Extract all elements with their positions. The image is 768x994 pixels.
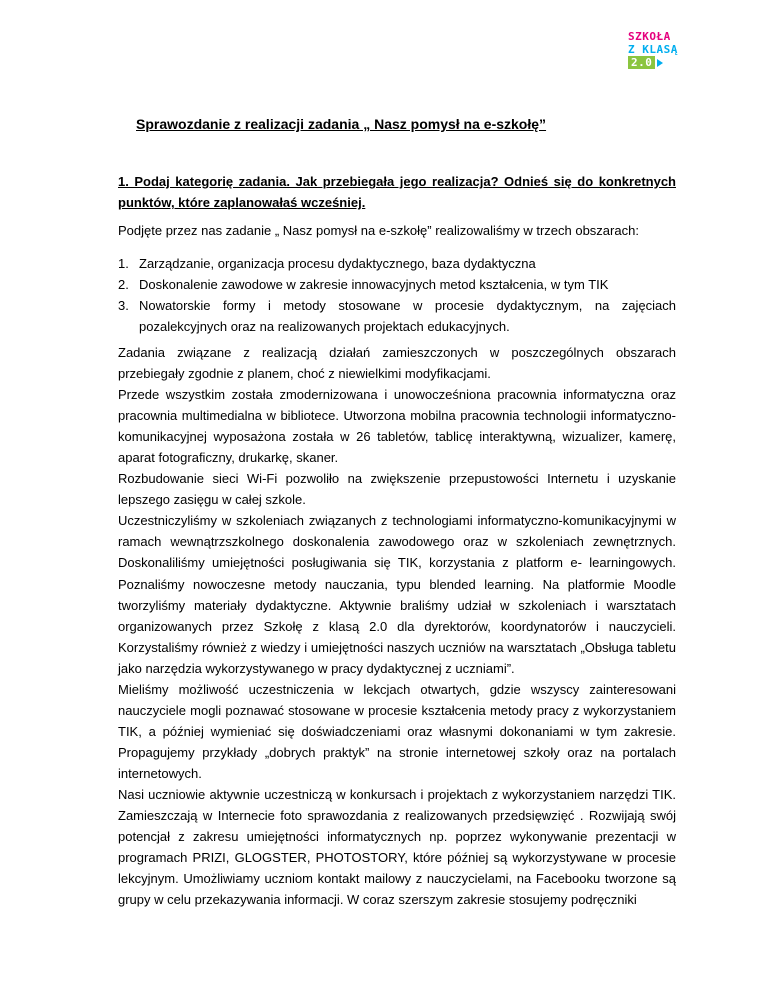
list-item-text: Zarządzanie, organizacja procesu dydaktycznego, baza dydaktyczna [139, 256, 536, 271]
body-paragraph: Mieliśmy możliwość uczestniczenia w lekcjach otwartych, gdzie wszyscy zainteresowani nauczyciele mogli poznawać stosowane w procesie kształcenia metody pracy z wykorzystaniem TIK, a później wymieniać się doświadczeniami oraz własnymi dokonaniami w tym zakresie. Propagujemy przykłady „dobrych praktyk” na stronie internetowej szkoły oraz na portalach internetowych. [118, 681, 676, 781]
body-paragraph: Uczestniczyliśmy w szkoleniach związanych z technologiami informatyczno-komunikacyjnymi w ramach wewnątrzszkolnego doskonalenia zawodowego oraz w szkoleniach zewnętrznych. Doskonaliliśmy umiejętności posługiwania się TIK, korzystania z platform e- learningowych. Poznaliśmy nowoczesne metody nauczania, typu blended learning. Na platformie Moodle tworzyliśmy materiały dydaktyczne. Aktywnie braliśmy udział w szkoleniach i warsztatach organizowanych przez Szkołę z klasą 2.0 dla dyrektorów, koordynatorów i nauczycieli. Korzystaliśmy również z wiedzy i umiejętności naszych uczniów na warsztatach „Obsługa tabletu jako narzędzia wykorzystywanego w pracy dydaktycznej z uczniami”. [118, 513, 676, 676]
logo-line-1 [628, 30, 674, 43]
areas-list [118, 253, 676, 337]
logo-text-3: 2.0 [628, 56, 655, 69]
list-item [118, 274, 676, 295]
list-item [118, 253, 676, 274]
cursor-icon [657, 59, 663, 67]
body-paragraph: Zadania związane z realizacją działań zamieszczonych w poszczególnych obszarach przebiegały zgodnie z planem, choć z niewielkimi modyfikacjami. [118, 345, 676, 382]
body-paragraph: Nasi uczniowie aktywnie uczestniczą w konkursach i projektach z wykorzystaniem narzędzi TIK. Zamieszczają w Internecie foto sprawozdania z realizowanych przedsięwzięć . Rozwijają swój potencjał z zakresu umiejętności informatycznych np. poprzez wykonywanie prezentacji w programach PRIZI, GLOGSTER, PHOTOSTORY, które później są wykorzystywane w procesie lekcyjnym. Umożliwiamy uczniom kontakt mailowy z nauczycielami, na Facebooku tworzone są grupy w celu przekazywania informacji. W coraz szerszym zakresie stosujemy podręczniki [118, 786, 676, 908]
document-title: Sprawozdanie z realizacji zadania „ Nasz pomysł na e-szkołę” [136, 116, 547, 132]
question-heading: 1. Podaj kategorię zadania. Jak przebiegała jego realizacja? Odnieś się do konkretnych punktów, które zaplanowałaś wcześniej. [118, 174, 676, 210]
logo-text-1: SZKOŁA [628, 30, 671, 43]
list-item-number: 3. [118, 298, 129, 313]
intro-paragraph: Podjęte przez nas zadanie „ Nasz pomysł na e-szkołę” realizowaliśmy w trzech obszarach: [118, 223, 639, 238]
logo-line-3 [628, 56, 674, 69]
list-item-number: 1. [118, 256, 129, 271]
body-paragraph: Przede wszystkim została zmodernizowana i unowocześniona pracownia informatyczna oraz pracownia multimedialna w bibliotece. Utworzona mobilna pracownia technologii informatyczno- komunikacyjnej wyposażona została w 26 tabletów, tablicę interaktywną, wizualizer, kamerę, aparat fotograficzny, drukarkę, skaner. [118, 387, 676, 466]
logo-line-2 [628, 43, 678, 56]
report-body [118, 342, 676, 910]
body-paragraph: Rozbudowanie sieci Wi-Fi pozwoliło na zwiększenie przepustowości Internetu i uzyskanie lepszego zasięgu w całej szkole. [118, 471, 676, 508]
list-item [118, 295, 676, 337]
list-item-number: 2. [118, 277, 129, 292]
logo-text-2: Z KLASĄ [628, 43, 678, 56]
szkola-z-klasa-logo [628, 30, 678, 76]
list-item-text: Doskonalenie zawodowe w zakresie innowacyjnych metod kształcenia, w tym TIK [139, 277, 609, 292]
list-item-text: Nowatorskie formy i metody stosowane w procesie dydaktycznym, na zajęciach pozalekcyjnych oraz na realizowanych projektach edukacyjnych. [139, 298, 676, 334]
